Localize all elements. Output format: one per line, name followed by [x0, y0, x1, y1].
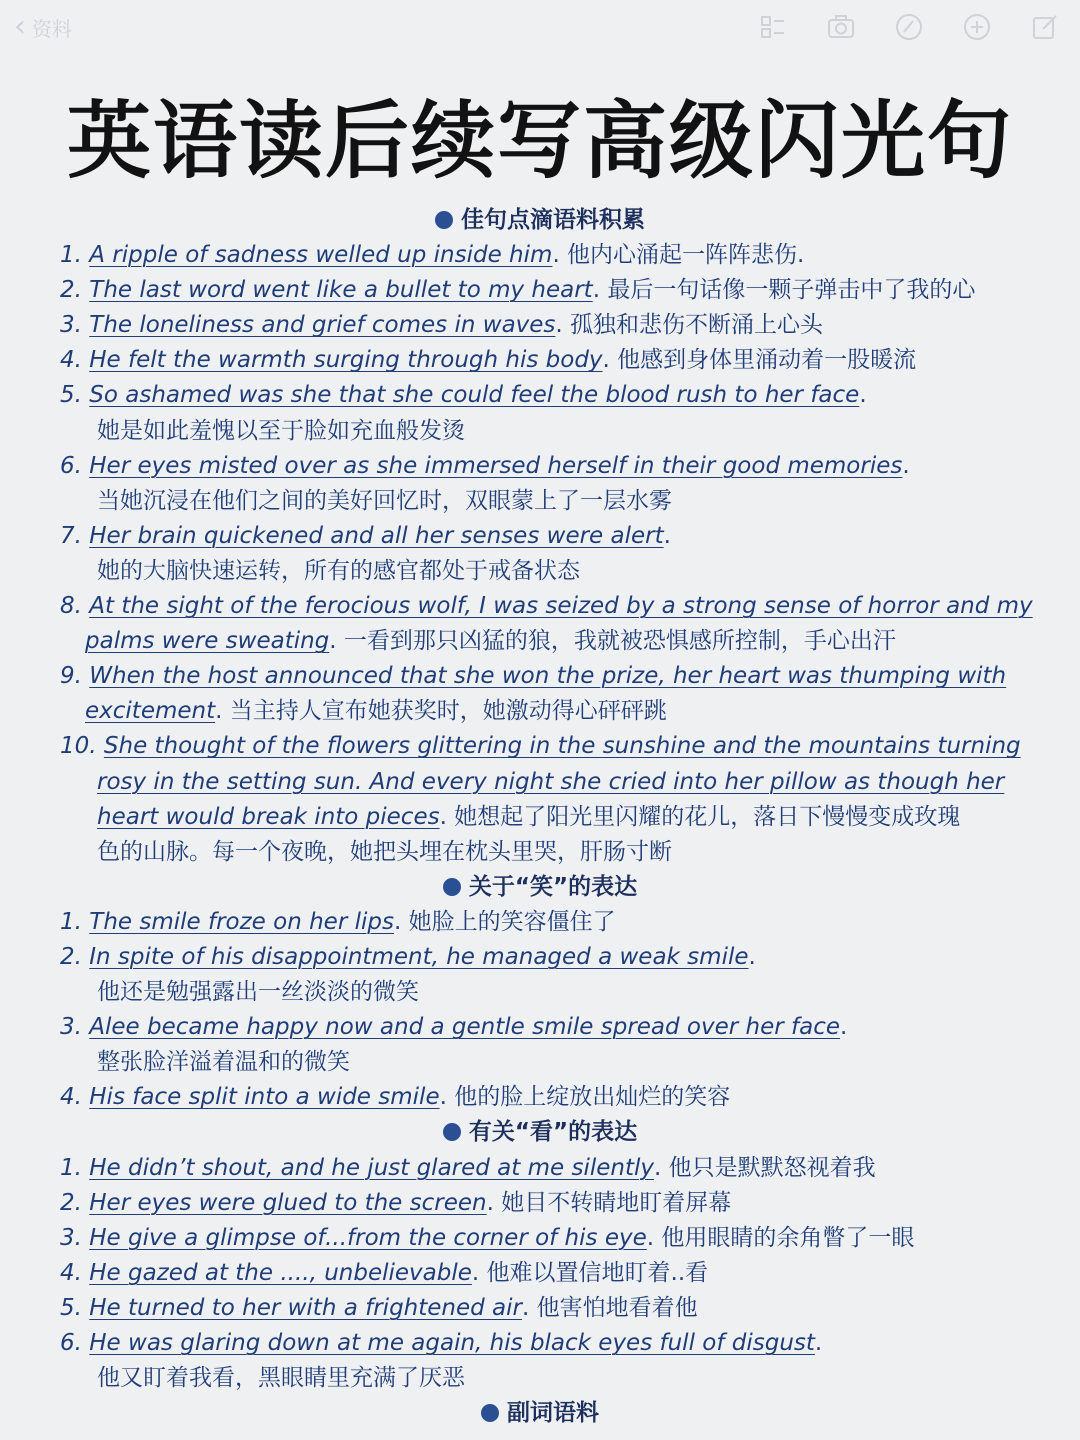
item-number: 8. [60, 593, 82, 620]
chinese-translation: 他还是勉强露出一丝淡淡的微笑 [97, 979, 419, 1006]
item-number: 1. [60, 908, 82, 935]
sentence-item [0, 589, 1080, 624]
page-title: 英语读后续写高级闪光句 [66, 92, 1013, 190]
bullet-dot-icon [443, 878, 461, 896]
camera-tool-button[interactable] [824, 10, 858, 44]
chinese-translation: 她是如此羞愧以至于脸如充血般发烫 [97, 417, 465, 444]
item-number: 6. [60, 452, 82, 479]
chinese-translation: . 她脸上的笑容僵住了 [393, 908, 616, 935]
sentence-item [0, 519, 1080, 554]
sentence-item [0, 449, 1080, 484]
sentence-item [0, 1326, 1080, 1361]
english-sentence: He give a glimpse of...from the corner of his eye [89, 1224, 647, 1251]
sentence-item [0, 343, 1080, 378]
sentence-item [0, 238, 1080, 273]
english-sentence: At the sight of the ferocious wolf, I was seized by a strong sense of horror and my [89, 593, 1033, 620]
chinese-translation: . [748, 943, 756, 970]
sentence-list [0, 203, 1080, 1431]
sentence-continuation [0, 484, 1080, 519]
sentence-continuation [0, 1045, 1080, 1080]
section-heading-text: 副词语料 [507, 1400, 599, 1427]
chinese-translation: 她的大脑快速运转，所有的感官都处于戒备状态 [97, 557, 580, 584]
chinese-translation: . 他难以置信地盯着..看 [471, 1259, 709, 1286]
item-number: 2. [60, 277, 82, 304]
english-sentence: The last word went like a bullet to my heart [89, 277, 593, 304]
item-number: 7. [60, 522, 82, 549]
sentence-item [0, 940, 1080, 975]
english-sentence: heart would break into pieces [97, 803, 440, 830]
sentence-item [0, 1256, 1080, 1291]
chinese-translation: . 孤独和悲伤不断涌上心头 [555, 312, 824, 339]
sentence-item [0, 729, 1080, 764]
english-sentence: He didn’t shout, and he just glared at me silently [89, 1154, 654, 1181]
chinese-translation: 色的山脉。每一个夜晚，她把头埋在枕头里哭，肝肠寸断 [97, 838, 672, 865]
sentence-item [0, 378, 1080, 413]
chinese-translation: . [840, 1014, 848, 1041]
chevron-left-icon: ‹ [14, 9, 26, 44]
section-heading-text: 有关“看”的表达 [468, 1119, 638, 1146]
bullet-dot-icon [481, 1404, 499, 1422]
item-number: 2. [60, 943, 82, 970]
english-sentence: When the host announced that she won the prize, her heart was thumping with [89, 663, 1007, 690]
chinese-translation: . 她目不转睛地盯着屏幕 [486, 1189, 732, 1216]
back-button[interactable] [14, 9, 72, 44]
sentence-continuation [0, 554, 1080, 589]
english-sentence: Alee became happy now and a gentle smile spread over her face [89, 1014, 841, 1041]
chinese-translation: 整张脸洋溢着温和的微笑 [97, 1049, 350, 1076]
grid-icon [758, 12, 788, 42]
camera-icon [826, 12, 856, 42]
sentence-continuation [0, 1361, 1080, 1396]
chinese-translation: . [859, 382, 867, 409]
item-number: 3. [60, 312, 82, 339]
sentence-item [0, 1291, 1080, 1326]
english-sentence: palms were sweating [85, 628, 330, 655]
item-number: 5. [60, 1294, 82, 1321]
chinese-translation: . 他用眼睛的余角瞥了一眼 [646, 1224, 915, 1251]
pen-tool-button[interactable] [892, 10, 926, 44]
chinese-translation: 他又盯着我看，黑眼睛里充满了厌恶 [97, 1365, 465, 1392]
english-sentence: Her eyes were glued to the screen [89, 1189, 487, 1216]
edit-tool-button[interactable] [1028, 10, 1062, 44]
english-sentence: A ripple of sadness welled up inside him [89, 242, 553, 269]
english-sentence: Her brain quickened and all her senses were alert [89, 522, 664, 549]
english-sentence: He was glaring down at me again, his black eyes full of disgust [89, 1330, 815, 1356]
sentence-item [0, 1186, 1080, 1221]
sentence-item [0, 1010, 1080, 1045]
item-number: 4. [60, 1259, 82, 1286]
item-number: 10. [60, 733, 97, 760]
sentence-continuation [0, 624, 1080, 659]
bullet-dot-icon [443, 1123, 461, 1141]
sentence-continuation [0, 765, 1080, 800]
english-sentence: excitement [85, 698, 216, 725]
chinese-translation: . 他感到身体里涌动着一股暖流 [602, 347, 917, 374]
compose-icon [1030, 12, 1060, 42]
item-number: 5. [60, 382, 82, 409]
sentence-continuation [0, 975, 1080, 1010]
sentence-item [0, 659, 1080, 694]
pen-circle-icon [894, 12, 924, 42]
sentence-item [0, 1080, 1080, 1115]
chinese-translation: . 他害怕地看着他 [522, 1294, 698, 1321]
item-number: 3. [60, 1224, 82, 1251]
chinese-translation: 当她沉浸在他们之间的美好回忆时，双眼蒙上了一层水雾 [97, 487, 672, 514]
section-heading [0, 203, 1080, 238]
add-circle-icon [962, 12, 992, 42]
english-sentence: In spite of his disappointment, he managed a weak smile [89, 943, 749, 970]
section-heading [0, 1396, 1080, 1431]
back-label: 资料 [32, 16, 72, 41]
chinese-translation: . 他的脸上绽放出灿烂的笑容 [439, 1084, 731, 1111]
english-sentence: Her eyes misted over as she immersed herself in their good memories [89, 452, 903, 479]
item-number: 2. [60, 1189, 82, 1216]
chinese-translation: . 他只是默默怒视着我 [653, 1154, 876, 1181]
section-heading-text: 佳句点滴语料积累 [461, 207, 645, 233]
chinese-translation: . [902, 452, 910, 479]
item-number: 1. [60, 1154, 82, 1181]
english-sentence: The smile froze on her lips [89, 908, 394, 935]
english-sentence: rosy in the setting sun. And every night she cried into her pillow as though her [97, 768, 1005, 795]
chinese-translation: . [814, 1330, 823, 1356]
chinese-translation: . 他内心涌起一阵阵悲伤. [552, 242, 805, 269]
item-number: 1. [60, 242, 82, 269]
chinese-translation: . 一看到那只凶猛的狼，我就被恐惧感所控制，手心出汗 [329, 628, 896, 655]
english-sentence: She thought of the flowers glittering in the sunshine and the mountains turning [103, 733, 1021, 760]
grid-tool-button[interactable] [756, 10, 790, 44]
item-number: 3. [60, 1014, 82, 1041]
chinese-translation: . 最后一句话像一颗子弹击中了我的心 [592, 277, 976, 304]
toolbar-tools [756, 10, 1062, 44]
chinese-translation: . 当主持人宣布她获奖时，她激动得心砰砰跳 [215, 698, 667, 725]
english-sentence: He felt the warmth surging through his body [89, 347, 603, 374]
section-heading [0, 870, 1080, 905]
sentence-item [0, 1221, 1080, 1256]
section-heading-text: 关于“笑”的表达 [468, 873, 638, 900]
chinese-translation: . [663, 522, 671, 549]
english-sentence: The loneliness and grief comes in waves [89, 312, 556, 339]
item-number: 9. [60, 663, 82, 690]
sentence-continuation [0, 414, 1080, 449]
sentence-item [0, 273, 1080, 308]
english-sentence: He turned to her with a frightened air [89, 1294, 522, 1321]
english-sentence: So ashamed was she that she could feel the blood rush to her face [89, 382, 860, 409]
item-number: 6. [60, 1330, 82, 1356]
section-heading [0, 1115, 1080, 1150]
sentence-continuation [0, 835, 1080, 870]
item-number: 4. [60, 1084, 82, 1111]
sentence-item [0, 905, 1080, 940]
chinese-translation: . 她想起了阳光里闪耀的花儿，落日下慢慢变成玫瑰 [439, 803, 961, 830]
english-sentence: His face split into a wide smile [89, 1084, 440, 1111]
sentence-continuation [0, 800, 1080, 835]
bullet-dot-icon [435, 211, 453, 229]
top-toolbar [0, 0, 1080, 58]
item-number: 4. [60, 347, 82, 374]
english-sentence: He gazed at the ...., unbelievable [89, 1259, 472, 1286]
add-tool-button[interactable] [960, 10, 994, 44]
sentence-continuation [0, 694, 1080, 729]
sentence-item [0, 308, 1080, 343]
sentence-item [0, 1151, 1080, 1186]
